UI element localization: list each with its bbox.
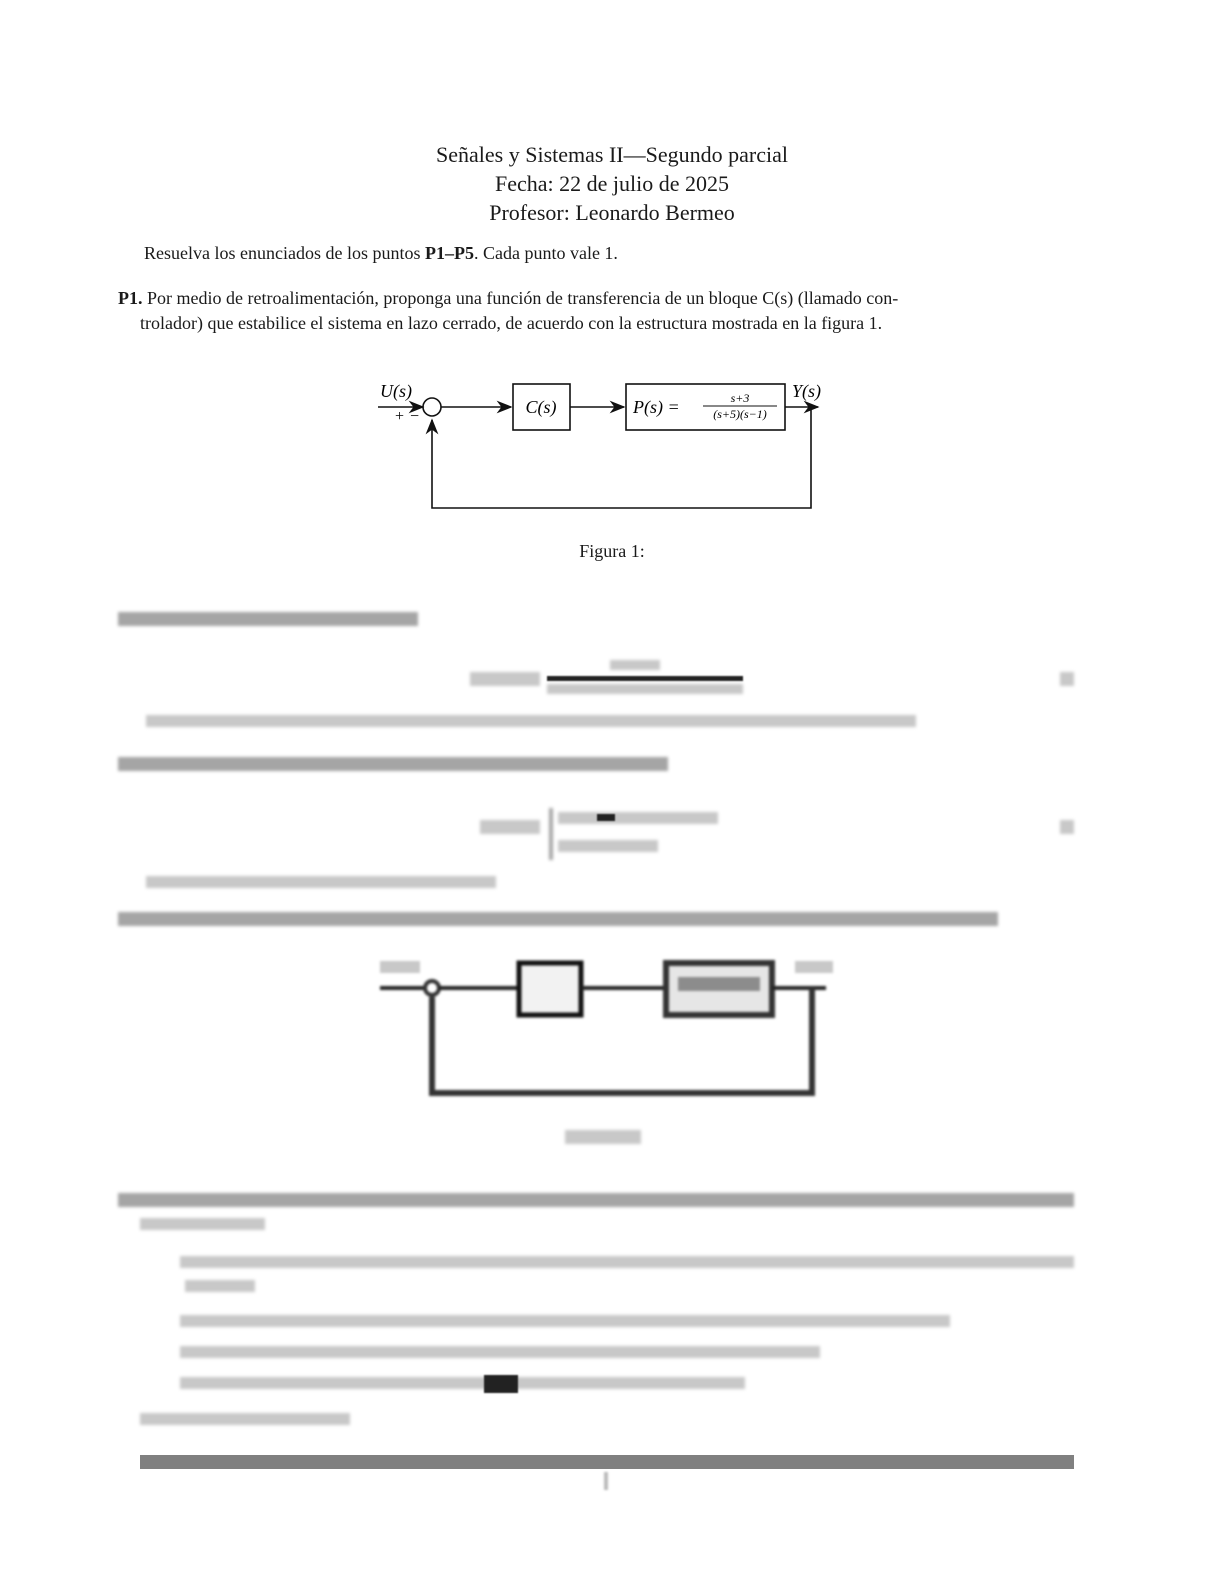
document-title: Señales y Sistemas II—Segundo parcial [436,142,788,167]
document-header [0,140,1224,227]
obscured-text-line [185,1280,255,1292]
obscured-text-line [118,757,668,771]
obscured-brace [549,808,553,860]
obscured-text-line [140,1218,265,1230]
obscured-list-item [180,1346,820,1358]
obscured-mark [597,814,615,821]
summing-junction [423,398,441,416]
obscured-text-line [146,876,496,888]
obscured-list-item [180,1256,1074,1268]
obscured-figure-2 [370,955,840,1105]
instructions-range: P1–P5 [424,243,474,263]
obscured-text-line [118,912,998,926]
obscured-equation-lhs [480,820,540,834]
document-professor: Profesor: Leonardo Bermeo [489,200,735,225]
instructions [144,243,618,264]
obscured-equation-number [1060,672,1074,686]
obscured-list-item [180,1315,950,1327]
obscured-list-item [180,1377,745,1389]
problem-p1 [118,286,1078,336]
instructions-suffix: . Cada punto vale 1. [473,243,618,263]
obscured-equation-denominator [547,684,743,694]
obscured-text-line [140,1413,350,1425]
obscured-equation-numerator [610,660,660,670]
plant-denominator: (s+5)(s−1) [713,407,767,421]
document-date: Fecha: 22 de julio de 2025 [494,171,729,196]
figure-1-caption: Figura 1: [579,541,645,561]
obscured-equation-bar [547,676,743,681]
controller-label: C(s) [525,397,557,417]
minus-sign: − [410,408,420,425]
obscured-equation-case [558,812,718,824]
instructions-prefix: Resuelva los enunciados de los puntos [144,243,425,263]
plant-label: P(s) = [633,397,680,417]
obscured-text-line [146,715,916,727]
obscured-figure-caption [565,1130,641,1144]
feedback-path [432,407,811,508]
plant-numerator: s+3 [730,391,750,405]
obscured-text-line [118,612,418,626]
problem-p1-label: P1. [118,288,143,308]
figure-1-block-diagram [370,370,840,520]
obscured-mark [484,1375,518,1393]
obscured-bottom-bar [140,1455,1074,1469]
plus-sign: + [395,408,405,425]
input-label: U(s) [380,381,412,401]
obscured-equation-case [558,840,658,852]
obscured-equation-number [1060,820,1074,834]
obscured-page-number [604,1472,608,1490]
obscured-text-line [118,1193,1074,1207]
problem-p1-text-line1: Por medio de retroalimentación, proponga una función de transferencia de un bloque C(s) (llamado con- [142,288,899,308]
output-label: Y(s) [792,381,822,401]
obscured-equation-lhs [470,672,540,686]
problem-p1-text-line2: trolador) que estabilice el sistema en lazo cerrado, de acuerdo con la estructura mostrada en la figura 1. [140,313,883,333]
